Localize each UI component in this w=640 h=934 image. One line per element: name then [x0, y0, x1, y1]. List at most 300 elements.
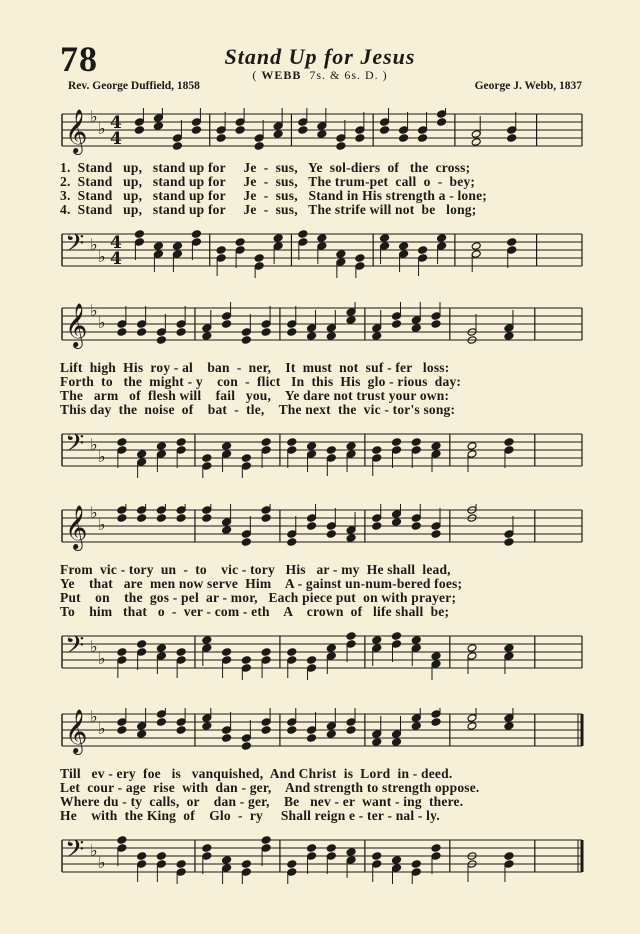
note-head — [372, 454, 382, 463]
meter: 7s. & 6s. D. — [309, 68, 379, 82]
note-head — [241, 530, 251, 539]
note-head — [117, 718, 127, 727]
note-head — [504, 324, 514, 333]
note-head — [137, 514, 147, 523]
note-head — [222, 734, 232, 743]
note-head — [287, 438, 297, 447]
lyric-line: From vic - tory un - to vic - tory His ar - my He shall lead, — [60, 562, 451, 577]
note-head — [261, 718, 271, 727]
note-head — [307, 442, 317, 451]
note-head — [137, 458, 147, 467]
note-head — [326, 852, 336, 861]
note-head — [287, 328, 297, 337]
note-head — [261, 514, 271, 523]
note-head — [287, 446, 297, 455]
note-head — [287, 726, 297, 735]
note-head — [241, 538, 251, 547]
note-head — [156, 718, 166, 727]
note-head — [507, 126, 517, 135]
note-head — [392, 312, 402, 321]
lyric-line: The arm of flesh will fail you, Ye dare not trust your own: — [60, 388, 450, 403]
note-head — [411, 324, 421, 333]
note-head — [471, 250, 481, 259]
flat-icon: ♭ — [90, 235, 98, 254]
note-head — [437, 110, 447, 119]
note-head — [254, 254, 264, 263]
note-head — [326, 644, 336, 653]
note-head — [202, 332, 212, 341]
note-head — [355, 262, 365, 271]
note-head — [380, 126, 390, 135]
note-head — [467, 714, 477, 723]
note-head — [307, 332, 317, 341]
note-head — [261, 844, 271, 853]
time-signature: 4 — [110, 249, 122, 269]
note-head — [156, 652, 166, 661]
note-head — [235, 126, 245, 135]
note-head — [241, 734, 251, 743]
note-head — [431, 710, 441, 719]
flat-icon: ♭ — [90, 504, 98, 522]
lyric-line: 1. Stand up, stand up for Je - sus, Ye sol-diers of the cross; — [60, 160, 471, 175]
note-head — [235, 238, 245, 247]
note-head — [399, 242, 409, 251]
note-head — [504, 714, 514, 723]
note-head — [307, 656, 317, 665]
note-head — [172, 250, 182, 259]
note-head — [241, 454, 251, 463]
note-head — [392, 632, 402, 641]
note-head — [117, 648, 127, 657]
tune-suffix: ) — [378, 68, 388, 82]
note-head — [392, 640, 402, 649]
time-signature: 4 — [110, 233, 122, 253]
note-head — [346, 308, 356, 317]
note-head — [254, 262, 264, 271]
note-head — [418, 246, 428, 255]
note-head — [241, 860, 251, 869]
bass-staff-4 — [0, 834, 640, 884]
flat-icon: ♭ — [98, 119, 106, 138]
note-head — [156, 328, 166, 337]
lyric-line: This day the noise of bat - tle, The next the vic - tor's song: — [60, 402, 456, 417]
time-signature: 4 — [110, 129, 122, 149]
note-head — [372, 644, 382, 653]
note-head — [507, 238, 517, 247]
note-head — [336, 142, 346, 151]
note-head — [287, 538, 297, 547]
note-head — [411, 514, 421, 523]
treble-clef-icon: 𝄞 — [65, 303, 88, 347]
note-head — [176, 718, 186, 727]
lyric-line: Lift high His roy - al ban - ner, It must not suf - fer loss: — [60, 360, 450, 375]
note-head — [467, 652, 477, 661]
note-head — [156, 852, 166, 861]
note-head — [467, 450, 477, 459]
note-head — [134, 118, 144, 127]
bass-staff-3 — [0, 630, 640, 680]
note-head — [317, 130, 327, 139]
note-head — [399, 250, 409, 259]
note-head — [298, 126, 308, 135]
note-head — [176, 506, 186, 515]
note-head — [411, 522, 421, 531]
note-head — [372, 514, 382, 523]
note-head — [298, 230, 308, 239]
note-head — [153, 242, 163, 251]
note-head — [176, 514, 186, 523]
note-head — [504, 438, 514, 447]
tune-prefix: ( — [252, 68, 262, 82]
note-head — [411, 714, 421, 723]
note-head — [372, 636, 382, 645]
lyric-line: 4. Stand up, stand up for Je - sus, The strife will not be long; — [60, 202, 477, 217]
note-head — [222, 726, 232, 735]
note-head — [504, 332, 514, 341]
note-head — [372, 730, 382, 739]
note-head — [326, 530, 336, 539]
note-head — [117, 656, 127, 665]
note-head — [117, 836, 127, 845]
note-head — [467, 442, 477, 451]
note-head — [176, 328, 186, 337]
note-head — [392, 864, 402, 873]
note-head — [418, 134, 428, 143]
note-head — [467, 722, 477, 731]
treble-clef-icon: 𝄞 — [65, 109, 88, 153]
note-head — [273, 130, 283, 139]
note-head — [431, 718, 441, 727]
note-head — [153, 250, 163, 259]
note-head — [202, 644, 212, 653]
treble-staff-1 — [0, 108, 640, 158]
note-head — [176, 648, 186, 657]
note-head — [134, 238, 144, 247]
note-head — [431, 442, 441, 451]
note-head — [431, 530, 441, 539]
note-head — [380, 242, 390, 251]
note-head — [137, 648, 147, 657]
note-head — [202, 714, 212, 723]
note-head — [326, 722, 336, 731]
note-head — [222, 442, 232, 451]
note-head — [392, 320, 402, 329]
treble-staff-lines — [62, 714, 582, 746]
bass-clef-icon: 𝄢 — [65, 631, 85, 666]
lyric-line: Put on the gos - pel ar - mor, Each piece put on with prayer; — [60, 590, 457, 605]
treble-staff-4 — [0, 708, 640, 758]
note-head — [307, 852, 317, 861]
note-head — [172, 242, 182, 251]
note-head — [336, 258, 346, 267]
note-head — [411, 722, 421, 731]
note-head — [355, 134, 365, 143]
note-head — [216, 246, 226, 255]
note-head — [392, 856, 402, 865]
note-head — [153, 122, 163, 131]
hymn-number: 78 — [60, 39, 98, 79]
note-head — [156, 450, 166, 459]
note-head — [235, 246, 245, 255]
flat-icon: ♭ — [90, 708, 98, 726]
note-head — [137, 640, 147, 649]
note-head — [222, 450, 232, 459]
flat-icon: ♭ — [90, 302, 98, 320]
note-head — [346, 526, 356, 535]
note-head — [326, 844, 336, 853]
hymn-title: Stand Up for Jesus — [224, 44, 416, 69]
note-head — [235, 118, 245, 127]
note-head — [176, 320, 186, 329]
note-head — [117, 328, 127, 337]
note-head — [261, 726, 271, 735]
note-head — [326, 730, 336, 739]
note-head — [346, 534, 356, 543]
note-head — [287, 320, 297, 329]
note-head — [392, 730, 402, 739]
note-head — [137, 860, 147, 869]
note-head — [437, 118, 447, 127]
note-head — [307, 844, 317, 853]
note-head — [202, 514, 212, 523]
lyric-line: 3. Stand up, stand up for Je - sus, Stand in His strength a - lone; — [60, 188, 487, 203]
note-head — [241, 742, 251, 751]
note-head — [372, 738, 382, 747]
note-head — [172, 142, 182, 151]
note-head — [153, 114, 163, 123]
note-head — [172, 134, 182, 143]
lyric-line: Forth to the might - y con - flict In this His glo - rious day: — [60, 374, 462, 389]
note-head — [117, 844, 127, 853]
note-head — [191, 230, 201, 239]
note-head — [372, 852, 382, 861]
note-head — [176, 726, 186, 735]
note-head — [431, 312, 441, 321]
note-head — [261, 446, 271, 455]
tune-name: WEBB — [261, 68, 302, 82]
note-head — [156, 860, 166, 869]
note-head — [467, 644, 477, 653]
time-signature: 4 — [110, 113, 122, 133]
note-head — [307, 450, 317, 459]
flat-icon: ♭ — [98, 649, 106, 668]
note-head — [273, 122, 283, 131]
note-head — [222, 312, 232, 321]
treble-staff-3 — [0, 504, 640, 554]
note-head — [507, 246, 517, 255]
note-head — [287, 648, 297, 657]
note-head — [372, 324, 382, 333]
note-head — [326, 652, 336, 661]
note-head — [117, 438, 127, 447]
flat-icon: ♭ — [98, 515, 106, 534]
flat-icon: ♭ — [98, 447, 106, 466]
note-head — [117, 446, 127, 455]
note-head — [273, 242, 283, 251]
note-head — [137, 450, 147, 459]
note-head — [254, 142, 264, 151]
note-head — [507, 134, 517, 143]
note-head — [392, 446, 402, 455]
note-head — [399, 126, 409, 135]
note-head — [504, 538, 514, 547]
note-head — [202, 506, 212, 515]
note-head — [418, 254, 428, 263]
note-head — [504, 852, 514, 861]
note-head — [241, 328, 251, 337]
flat-icon: ♭ — [98, 719, 106, 738]
note-head — [261, 320, 271, 329]
note-head — [176, 446, 186, 455]
note-head — [307, 324, 317, 333]
note-head — [176, 656, 186, 665]
note-head — [134, 230, 144, 239]
note-head — [504, 530, 514, 539]
note-head — [202, 844, 212, 853]
note-head — [222, 526, 232, 535]
note-head — [261, 656, 271, 665]
note-head — [326, 324, 336, 333]
note-head — [202, 454, 212, 463]
note-head — [117, 320, 127, 329]
note-head — [437, 234, 447, 243]
note-head — [176, 438, 186, 447]
note-head — [222, 320, 232, 329]
note-head — [176, 860, 186, 869]
note-head — [222, 856, 232, 865]
note-head — [346, 726, 356, 735]
note-head — [191, 126, 201, 135]
note-head — [202, 636, 212, 645]
note-head — [137, 730, 147, 739]
treble-clef-icon: 𝄞 — [65, 709, 88, 753]
note-head — [241, 868, 251, 877]
note-head — [222, 656, 232, 665]
note-head — [307, 522, 317, 531]
lyric-line: Ye that are men now serve Him A - gainst un-num-bered foes; — [60, 576, 463, 591]
note-head — [355, 126, 365, 135]
note-head — [326, 522, 336, 531]
note-head — [287, 860, 297, 869]
note-head — [399, 134, 409, 143]
note-head — [326, 332, 336, 341]
note-head — [307, 726, 317, 735]
note-head — [336, 250, 346, 259]
note-head — [261, 328, 271, 337]
note-head — [504, 652, 514, 661]
note-head — [261, 438, 271, 447]
note-head — [411, 316, 421, 325]
lyric-line: Where du - ty calls, or dan - ger, Be nev - er want - ing there. — [60, 794, 464, 809]
bass-clef-icon: 𝄢 — [65, 229, 85, 264]
note-head — [504, 722, 514, 731]
note-head — [392, 510, 402, 519]
note-head — [156, 514, 166, 523]
note-head — [437, 242, 447, 251]
note-head — [411, 644, 421, 653]
note-head — [471, 242, 481, 251]
note-head — [346, 640, 356, 649]
note-head — [156, 710, 166, 719]
note-head — [137, 506, 147, 515]
note-head — [411, 636, 421, 645]
note-head — [372, 860, 382, 869]
note-head — [380, 118, 390, 127]
note-head — [298, 238, 308, 247]
note-head — [380, 234, 390, 243]
note-head — [261, 506, 271, 515]
note-head — [137, 722, 147, 731]
treble-clef-icon: 𝄞 — [65, 505, 88, 549]
lyric-line: He with the King of Glo - ry Shall reign e - ter - nal - ly. — [60, 808, 440, 823]
note-head — [346, 848, 356, 857]
note-head — [241, 462, 251, 471]
note-head — [372, 332, 382, 341]
note-head — [317, 122, 327, 131]
note-head — [176, 868, 186, 877]
note-head — [117, 514, 127, 523]
note-head — [317, 242, 327, 251]
author-credit: Rev. George Duffield, 1858 — [68, 80, 200, 92]
note-head — [287, 530, 297, 539]
flat-icon: ♭ — [98, 313, 106, 332]
note-head — [216, 134, 226, 143]
lyric-line: To him that o - ver - com - eth A crown of life shall be; — [60, 604, 450, 619]
note-head — [431, 450, 441, 459]
note-head — [392, 518, 402, 527]
note-head — [336, 134, 346, 143]
note-head — [222, 648, 232, 657]
note-head — [504, 860, 514, 869]
note-head — [418, 126, 428, 135]
composer-credit: George J. Webb, 1837 — [474, 80, 582, 92]
note-head — [137, 328, 147, 337]
note-head — [241, 664, 251, 673]
note-head — [202, 462, 212, 471]
note-head — [254, 134, 264, 143]
note-head — [191, 118, 201, 127]
note-head — [191, 238, 201, 247]
treble-staff-2 — [0, 302, 640, 352]
note-head — [346, 450, 356, 459]
note-head — [411, 446, 421, 455]
note-head — [504, 446, 514, 455]
note-head — [117, 506, 127, 515]
note-head — [372, 446, 382, 455]
note-head — [431, 652, 441, 661]
note-head — [156, 644, 166, 653]
flat-icon: ♭ — [98, 247, 106, 266]
note-head — [298, 118, 308, 127]
note-head — [307, 514, 317, 523]
note-head — [307, 734, 317, 743]
flat-icon: ♭ — [90, 435, 98, 454]
note-head — [241, 336, 251, 345]
note-head — [392, 738, 402, 747]
note-head — [431, 844, 441, 853]
bass-clef-icon: 𝄢 — [65, 835, 85, 870]
note-head — [156, 506, 166, 515]
note-head — [504, 644, 514, 653]
note-head — [261, 836, 271, 845]
note-head — [471, 138, 481, 147]
note-head — [156, 442, 166, 451]
note-head — [431, 320, 441, 329]
note-head — [156, 336, 166, 345]
note-head — [261, 648, 271, 657]
note-head — [346, 718, 356, 727]
note-head — [241, 656, 251, 665]
